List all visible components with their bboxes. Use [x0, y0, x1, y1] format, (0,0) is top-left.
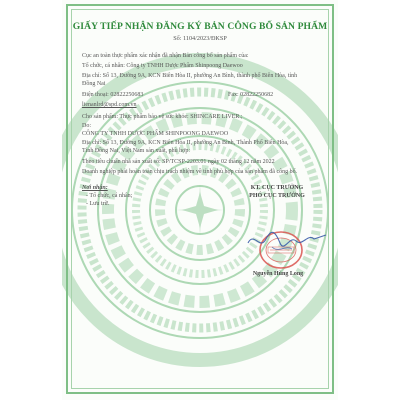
authority-line-2: PHÓ CỤC TRƯỞNG	[249, 193, 305, 199]
fax-text: Fax: 02822250682	[228, 92, 274, 98]
document-number: Số: 1104/2023/ĐKSP	[173, 35, 227, 42]
producer-prefix: Do:	[82, 123, 91, 129]
authority-line-1: KT. CỤC TRƯỞNG	[250, 185, 304, 191]
signature	[242, 225, 332, 270]
commitment-line: Doanh nghiệp phải hoàn toàn chịu trách nhiệm về tính phù hợp của sản phẩm đã công bố.	[82, 169, 298, 175]
email-text: lienanlrd@spd.com.vn	[82, 102, 137, 108]
phone-text: Điện thoại: 02822250683	[82, 92, 144, 98]
product-line: Cho sản phẩm: Thực phẩm bảo vệ sức khỏe: SHINCARE LIVER.;	[82, 114, 243, 120]
recipient-item: - Tổ chức, cá nhân;	[86, 193, 133, 199]
intro-text: Cục an toàn thực phẩm xác nhận đã nhận Bản công bố sản phẩm của:	[82, 53, 249, 59]
standard-line: Theo tiêu chuẩn nhà sản xuất số: SP/TCSP-2203.01 ngày 02 tháng 12 năm 2022	[82, 159, 275, 165]
producer-address-line-1: Địa chỉ: Số 13, Đường 9A, KCN Biên Hòa II, phường An Bình, Thành Phố Biên Hòa,	[82, 140, 289, 146]
document-title: GIẤY TIẾP NHẬN ĐĂNG KÝ BẢN CÔNG BỐ SẢN PHẨM	[72, 21, 328, 32]
certificate-page	[62, 0, 338, 400]
recipient-item: - Lưu trữ.	[86, 201, 110, 207]
address-line-1: Địa chỉ: Số 13, Đường 9A, KCN Biên Hòa II, phường An Bình, thành phố Biên Hòa, tỉnh	[82, 73, 298, 79]
recipients-title: Nơi nhận:	[82, 185, 108, 191]
address-line-2: Đồng Nai	[82, 81, 106, 87]
organization-line: Tổ chức, cá nhân: Công ty TNHH Dược Phẩm Shinpoong Daewoo	[82, 63, 243, 69]
producer-address-line-2: Tỉnh Đồng Nai, Việt Nam sản xuất, phù hợp:	[82, 148, 191, 154]
signer-name: Nguyễn Hùng Long	[252, 271, 304, 277]
producer-name: CÔNG TY TNHH DƯỢC PHẨM SHINPOONG DAEWOO	[82, 131, 229, 137]
